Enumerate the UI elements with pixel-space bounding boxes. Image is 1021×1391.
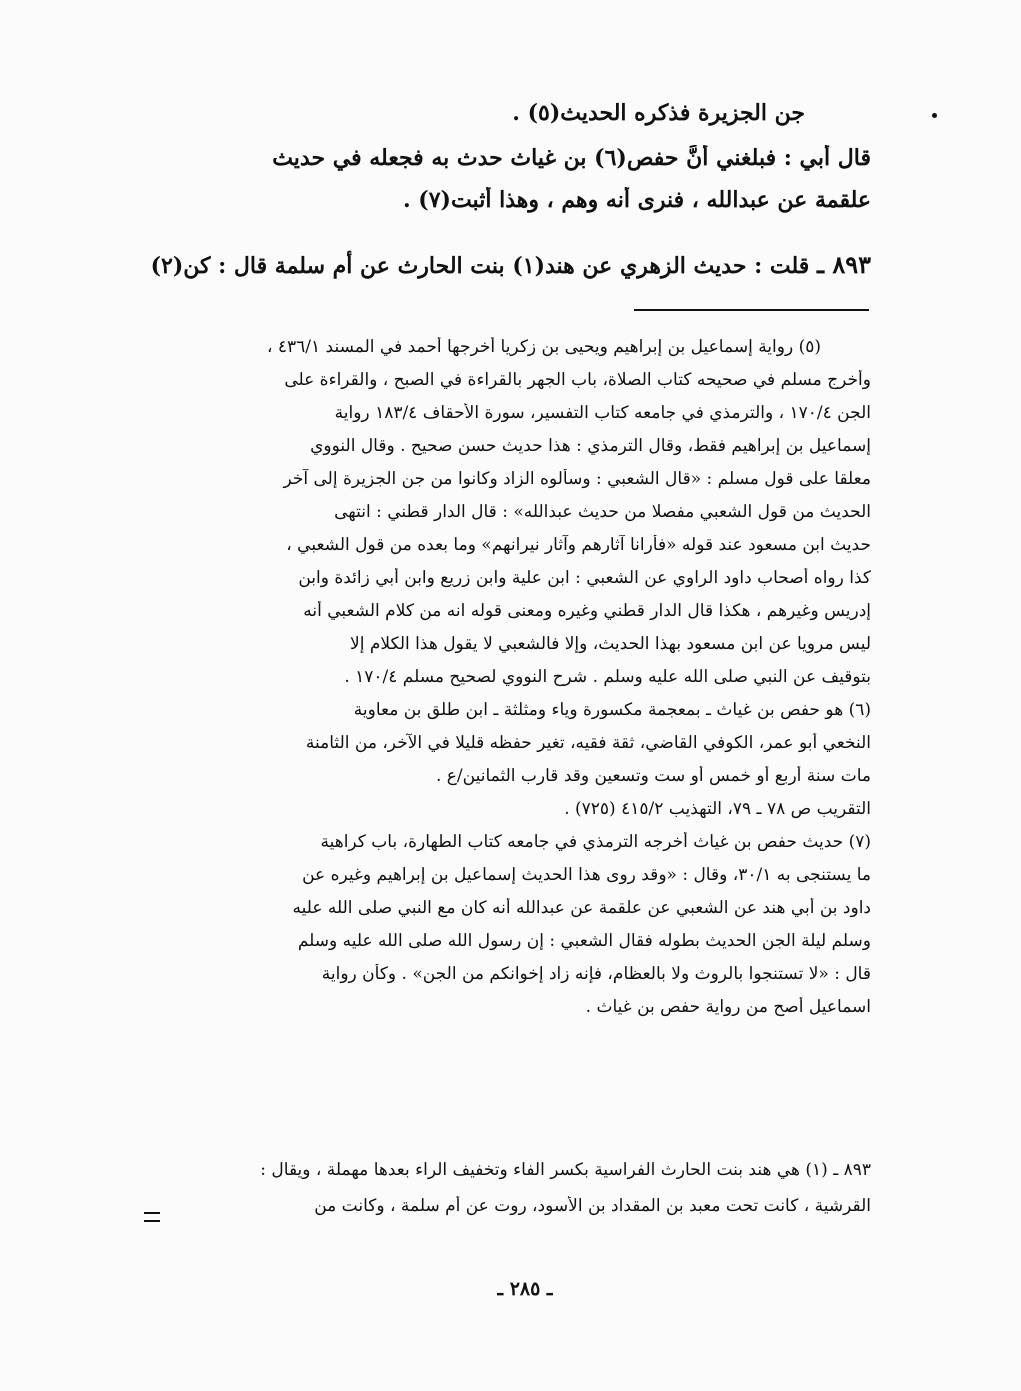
main-line-2: قال أبي : فبلغني أنَّ حفص(٦) بن غياث حدث به فجعله في حديث [272,145,871,171]
footnote-line-21: اسماعيل أصح من رواية حفص بن غياث . [585,997,871,1017]
entry-893 [151,250,871,279]
footnote-line-7: حديث ابن مسعود عند قوله «فأرانا آثارهم وآثار نيرانهم» وما بعده من قول الشعبي ، [286,535,871,555]
footnote-line-17: ما يستنجى به ٣٠/١، وقال : «وقد روى هذا الحديث إسماعيل بن إبراهيم وغيره عن [302,865,871,885]
footnote-893-line-1: ٨٩٣ ـ (١) هي هند بنت الحارث الفراسية بكسر الفاء وتخفيف الراء بعدها مهملة ، ويقال : [260,1160,871,1180]
footnote-line-10: ليس مرويا عن ابن مسعود بهذا الحديث، وإلا فالشعبي لا يقول هذا الكلام إلا [350,634,871,654]
main-line-3: علقمة عن عبدالله ، فنرى أنه وهم ، وهذا أثبت(٧) . [402,187,871,213]
main-line-1: جن الجزيرة فذكره الحديث(٥) . [512,100,805,126]
footnote-line-5: معلقا على قول مسلم : «قال الشعبي : وسألوه الزاد وكانوا من جن الجزيرة إلى آخر [283,469,871,489]
footnote-line-16: (٧) حديث حفص بن غياث أخرجه الترمذي في جامعه كتاب الطهارة، باب كراهية [320,832,871,852]
footnote-separator [634,309,869,311]
footnote-line-4: إسماعيل بن إبراهيم فقط، وقال الترمذي : هذا حديث حسن صحيح . وقال النووي [310,436,871,456]
continuation-mark [144,1212,160,1222]
footnote-line-1: (٥) رواية إسماعيل بن إبراهيم ويحيى بن زكريا أخرجها أحمد في المسند ٤٣٦/١ ، [266,337,821,357]
footnote-line-19: وسلم ليلة الجن الحديث بطوله فقال الشعبي : إن رسول الله صلى الله عليه وسلم [297,931,871,951]
footnote-line-8: كذا رواه أصحاب داود الراوي عن الشعبي : ابن علية وابن زريع وابن أبي زائدة وابن [298,568,871,588]
entry-text: قلت : حديث الزهري عن هند(١) بنت الحارث عن أم سلمة قال : كن(٢) [151,253,810,279]
footnote-893-line-2: القرشية ، كانت تحت معبد بن المقداد بن الأسود، روت عن أم سلمة ، وكانت من [314,1196,871,1216]
page-number: ـ ٢٨٥ ـ [497,1278,553,1300]
footnote-line-11: بتوقيف عن النبي صلى الله عليه وسلم . شرح النووي لصحيح مسلم ١٧٠/٤ . [344,667,871,687]
footnote-line-2: وأخرج مسلم في صحيحه كتاب الصلاة، باب الجهر بالقراءة في الصبح ، والقراءة على [284,370,871,390]
footnote-line-15: التقريب ص ٧٨ ـ ٧٩، التهذيب ٤١٥/٢ (٧٢٥) . [564,799,871,819]
footnote-line-12: (٦) هو حفص بن غياث ـ بمعجمة مكسورة وياء ومثلثة ـ ابن طلق بن معاوية [353,700,871,720]
footnote-line-3: الجن ١٧٠/٤ ، والترمذي في جامعه كتاب التفسير، سورة الأحقاف ١٨٣/٤ رواية [334,403,871,423]
entry-number: ٨٩٣ ـ [816,250,871,279]
footnote-line-9: إدريس وغيرهم ، هكذا قال الدار قطني وغيره ومعنى قوله انه من كلام الشعبي أنه [303,601,871,621]
footnote-line-14: مات سنة أربع أو خمس أو ست وتسعين وقد قارب الثمانين/ع . [435,766,871,786]
footnote-line-6: الحديث من قول الشعبي مفصلا من حديث عبدالله» : قال الدار قطني : انتهى [334,502,871,522]
margin-dot [932,113,937,118]
footnote-line-13: النخعي أبو عمر، الكوفي القاضي، ثقة فقيه، تغير حفظه قليلا في الآخر، من الثامنة [305,733,871,753]
footnote-line-20: قال : «لا تستنجوا بالروث ولا بالعظام، فإنه زاد إخوانكم من الجن» . وكأن رواية [321,964,871,984]
footnote-line-18: داود بن أبي هند عن الشعبي عن علقمة عن عبدالله أنه كان مع النبي صلى الله عليه [292,898,871,918]
